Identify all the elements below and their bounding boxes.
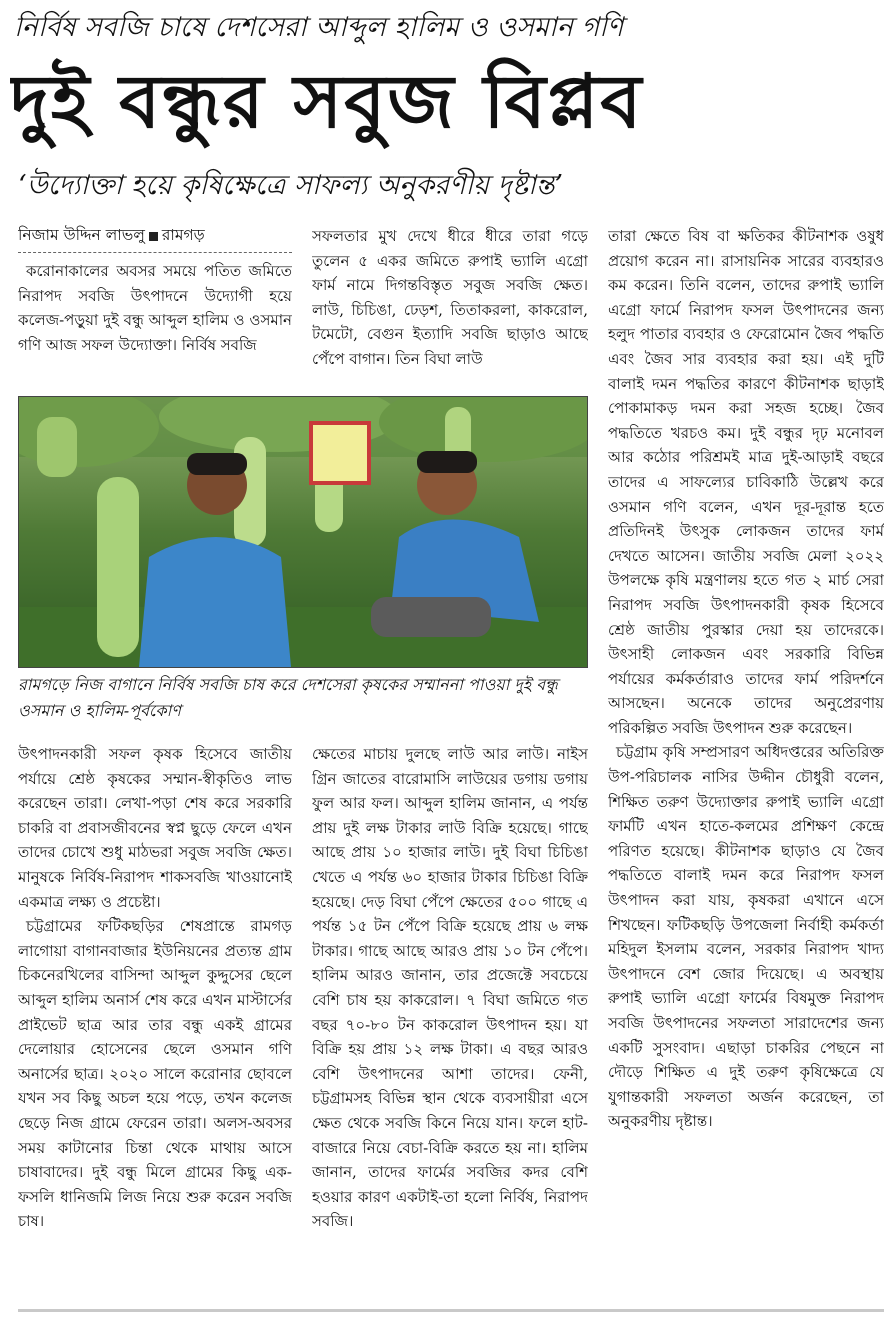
headline: দুই বন্ধুর সবুজ বিপ্লব [10, 59, 644, 145]
column-2-top [312, 224, 588, 388]
column-1-bottom [18, 742, 292, 1304]
byline-author: নিজাম উদ্দিন লাভলু [18, 226, 145, 244]
paragraph: উৎপাদনকারী সফল কৃষক হিসেবে জাতীয় পর্যায়ে শ্রেষ্ঠ কৃষকের সম্মান-স্বীকৃতিও লাভ করেছেন তারা। লেখা-পড়া শেষ করে সরকারি চাকরি বা প্রবাসজীবনের স্বপ্ন ছুড়ে ফেলে এখন তাদের চোখে শুধু মাঠভরা সবুজ সবজি ক্ষেত। মানুষকে নির্বিষ-নিরাপদ শাকসবজি খাওয়ানোই একমাত্র লক্ষ্য ও প্রচেষ্টা। [18, 745, 292, 911]
byline-separator-square [149, 232, 158, 241]
article-photo [18, 396, 588, 668]
column-1-top [18, 222, 292, 388]
paragraph: সফলতার মুখ দেখে ধীরে ধীরে তারা গড়ে তুলেন ৫ একর জমিতে রুপাই ভ্যালি এগ্রো ফার্ম নামে দিগন্তবিস্তৃত সবুজ সবজি ক্ষেত। লাউ, চিচিঙা, ঢেড়শ, তিতাকরলা, কাকরোল, টমেটো, বেগুন ইত্যাদি সবজি ছাড়াও আছে পেঁপে বাগান। তিন বিঘা লাউ [312, 227, 588, 368]
paragraph: চট্টগ্রাম কৃষি সম্প্রসারণ অধিদপ্তরের অতিরিক্ত উপ-পরিচালক নাসির উদ্দীন চৌধুরী বলেন, শিক্ষিত তরুণ উদ্যোক্তার রুপাই ভ্যালি এগ্রো ফার্মটি এখন হাতে-কলমের প্রশিক্ষণ কেন্দ্রে পরিণত হয়েছে। কীটনাশক ছাড়াও যে জৈব পদ্ধতিতে বালাই দমন করে নিরাপদ ফসল উৎপাদন করা যায়, কৃষকরা এখানে এসে শিখছেন। ফটিকছড়ি উপজেলা নির্বাহী কর্মকর্তা মহিদুল ইসলাম বলেন, সরকার নিরাপদ খাদ্য উৎপাদনে বেশ জোর দিয়েছে। এ অবস্থায় রুপাই ভ্যালি এগ্রো ফার্মের বিষমুক্ত নিরাপদ সবজি উৎপাদনের সফলতা সারাদেশের জন্য একটি সুসংবাদ। এছাড়া চাকরির পেছনে না দৌড়ে শিক্ষিত এ দুই তরুণ কৃষিক্ষেত্রে যে যুগান্তকারী সফলতা অর্জন করেছেন, তা অনুকরণীয় দৃষ্টান্ত। [608, 743, 884, 1131]
column-3 [608, 224, 884, 1304]
bottom-rule [18, 1309, 884, 1312]
paragraph: ক্ষেতের মাচায় দুলছে লাউ আর লাউ। নাইস গ্রিন জাতের বারোমাসি লাউয়ের ডগায় ডগায় ফুল আর ফল। আব্দুল হালিম জানান, এ পর্যন্ত প্রায় দুই লক্ষ টাকার লাউ বিক্রি হয়েছে। গাছে আছে প্রায় ১০ হাজার লাউ। দুই বিঘা চিচিঙা খেতে এ পর্যন্ত ৬০ হাজার টাকার চিচিঙা বিক্রি হয়েছে। দেড় বিঘা পেঁপে ক্ষেতের ৫০০ গাছে এ পর্যন্ত ১৫ টন পেঁপে বিক্রি হয়েছে প্রায় ৬ লক্ষ টাকার। গাছে আছে আরও প্রায় ১০ টন পেঁপে। হালিম আরও জানান, তার প্রজেক্টে সবচেয়ে বেশি চাষ হয় কাকরোল। ৭ বিঘা জমিতে গত বছর ৭০-৮০ টন কাকরোল উৎপাদন হয়। যা বিক্রি হয় প্রায় ১২ লক্ষ টাকা। এ বছর আরও বেশি উৎপাদনের আশা তাদের। ফেনী, চট্টগ্রামসহ বিভিন্ন স্থান থেকে ব্যবসায়ীরা এসে ক্ষেত থেকে সবজি কিনে নিয়ে যান। ফলে হাট-বাজারে নিয়ে বেচা-বিক্রি করতে হয় না। হালিম জানান, তাদের ফার্মের সবজির কদর বেশি হওয়ার কারণ একটাই-তা হলো নির্বিষ, নিরাপদ সবজি। [312, 745, 588, 1231]
byline-place: রামগড় [161, 226, 205, 244]
paragraph: করোনাকালের অবসর সময়ে পতিত জমিতে নিরাপদ সবজি উৎপাদনে উদ্যোগী হয়ে কলেজ-পড়ুয়া দুই বন্ধু আব্দুল হালিম ও ওসমান গণি আজ সফল উদ্যোক্তা। নির্বিষ সবজি [18, 262, 292, 354]
photo-caption: রামগড়ে নিজ বাগানে নির্বিষ সবজি চাষ করে দেশসেরা কৃষকের সম্মাননা পাওয়া দুই বন্ধু ওসমান ও হালিম-পূর্বকোণ [18, 675, 558, 720]
column-2-bottom [312, 742, 588, 1304]
byline [18, 222, 292, 253]
subheadline: ‘উদ্যোক্তা হয়ে কৃষিক্ষেত্রে সাফল্য অনুকরণীয় দৃষ্টান্ত’ [18, 170, 564, 201]
paragraph: চট্টগ্রামের ফটিকছড়ির শেষপ্রান্তে রামগড় লাগোয়া বাগানবাজার ইউনিয়নের প্রত্যন্ত গ্রাম চিকনেরখিলের বাসিন্দা আব্দুল কুদ্দুসের ছেলে আব্দুল হালিম অনার্স শেষ করে এখন মাস্টার্সের প্রাইভেট ছাত্র আর তার বন্ধু একই গ্রামের দেলোয়ার হোসেনের ছেলে ওসমান গণি অনার্সের ছাত্র। ২০২০ সালে করোনার ছোবলে যখন সব কিছু অচল হয়ে পড়ে, তখন কলেজ ছেড়ে নিজ গ্রামে ফেরেন তারা। অলস-অবসর সময় কাটানোর চিন্তা থেকে মাথায় আসে চাষাবাদের। দুই বন্ধু মিলে গ্রামের কিছু এক-ফসলি ধানিজমি লিজ নিয়ে শুরু করেন সবজি চাষ। [18, 917, 292, 1231]
farm-photo-illustration [19, 397, 587, 667]
kicker: নির্বিষ সবজি চাষে দেশসেরা আব্দুল হালিম ও ওসমান গণি [14, 12, 624, 43]
paragraph: তারা ক্ষেতে বিষ বা ক্ষতিকর কীটনাশক ওষুধ প্রয়োগ করেন না। রাসায়নিক সারের ব্যবহারও কম করেন। তিনি বলেন, তাদের রুপাই ভ্যালি এগ্রো ফার্মে নিরাপদ ফসল উৎপাদনের জন্য হলুদ পাতার ব্যবহার ও ফেরোমোন জৈব পদ্ধতি এবং জৈব সার ব্যবহার করা হয়। এই দুটি বালাই দমন পদ্ধতির কারণে কীটনাশক ছাড়াই পোকামাকড় দমন করা সহজ হচ্ছে। জৈব পদ্ধতিতে খরচও কম। দুই বন্ধুর দৃঢ় মনোবল আর কঠোর পরিশ্রমই মাত্র দুই-আড়াই বছরে তাদের এ সাফল্যের চাবিকাঠি উল্লেখ করে ওসমান গণি বলেন, এখন দূর-দূরান্ত হতে প্রতিদিনই উৎসুক লোকজন তাদের ফার্ম দেখতে আসেন। জাতীয় সবজি মেলা ২০২২ উপলক্ষে কৃষি মন্ত্রণালয় হতে গত ২ মার্চ সেরা নিরাপদ সবজি উৎপাদনকারী কৃষক হিসেবে শ্রেষ্ঠ জাতীয় পুরস্কার দেয়া হয় তাদেরকে। উৎসাহী লোকজন এবং সরকারি বিভিন্ন পর্যায়ের কর্মকর্তারাও তাদের ফার্ম পরিদর্শনে আসছেন। অনেকে তাদের অনুপ্রেরণায় পরিকল্পিত সবজি উৎপাদন শুরু করেছেন। [608, 227, 884, 737]
